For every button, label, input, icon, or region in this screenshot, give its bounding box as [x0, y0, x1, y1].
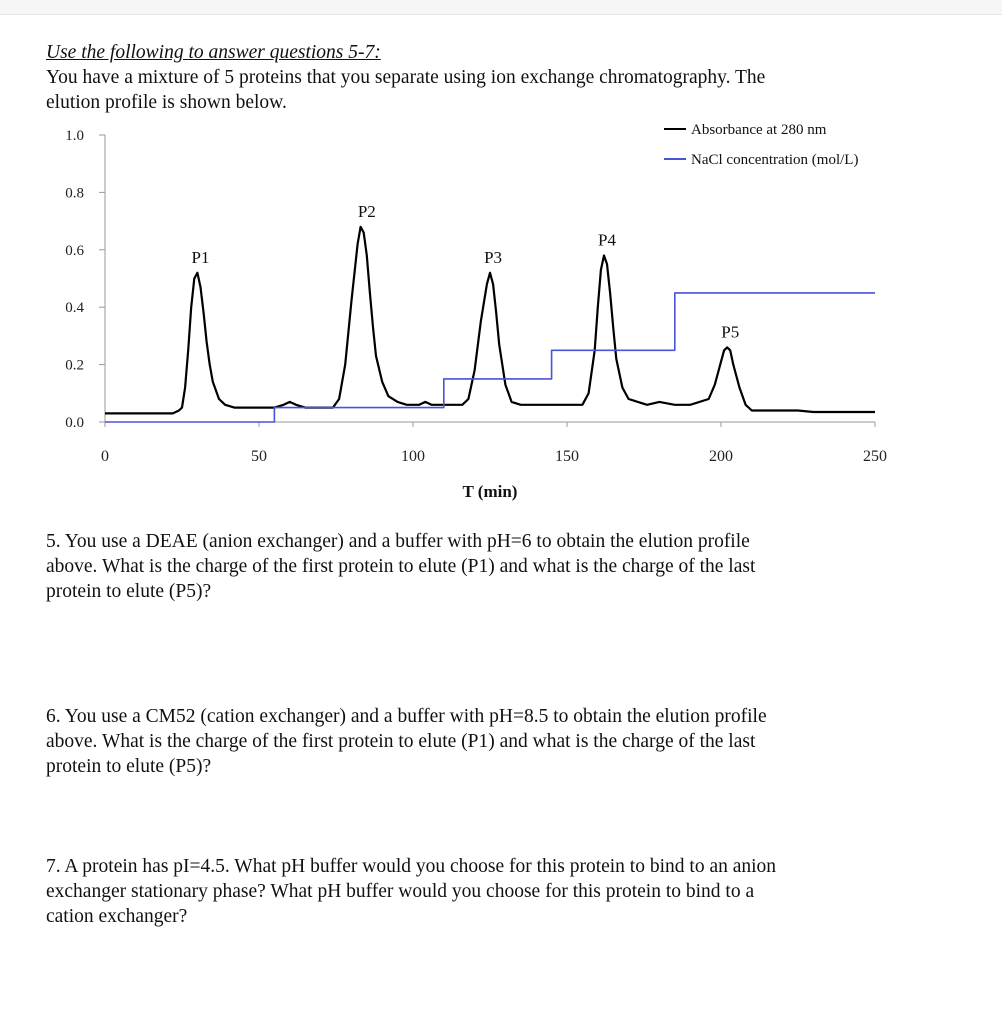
peak-label-p5: P5: [721, 322, 740, 342]
question-6-line-1: 6. You use a CM52 (cation exchanger) and a buffer with pH=8.5 to obtain the elution profile: [46, 706, 767, 727]
question-6-line-2: above. What is the charge of the first protein to elute (P1) and what is the charge of the last: [46, 731, 756, 752]
y-tick-label: 0.2: [65, 357, 84, 374]
legend-label-1: Absorbance at 280 nm: [691, 122, 827, 138]
x-tick-label: 100: [401, 448, 425, 465]
question-7: [46, 854, 776, 929]
y-tick-label: 0.8: [65, 185, 84, 202]
question-5-line-1: 5. You use a DEAE (anion exchanger) and a buffer with pH=6 to obtain the elution profile: [46, 531, 750, 552]
question-6: [46, 704, 767, 779]
y-tick-label: 0.4: [65, 300, 84, 317]
x-tick-label: 250: [863, 448, 887, 465]
intro-line-2: elution profile is shown below.: [46, 92, 287, 113]
question-5-line-2: above. What is the charge of the first protein to elute (P1) and what is the charge of the last: [46, 556, 756, 577]
intro-heading: Use the following to answer questions 5-7:: [46, 42, 381, 63]
x-tick-label: 150: [555, 448, 579, 465]
peak-label-p4: P4: [598, 230, 617, 250]
y-tick-label: 0.0: [65, 415, 84, 431]
question-7-line-2: exchanger stationary phase? What pH buffer would you choose for this protein to bind to a: [46, 881, 755, 902]
x-tick-label: 200: [709, 448, 733, 465]
peak-label-p1: P1: [191, 247, 210, 267]
question-5: [46, 529, 755, 604]
y-tick-label: 0.6: [65, 242, 84, 259]
y-tick-label: 1.0: [65, 128, 84, 144]
question-5-line-3: protein to elute (P5)?: [46, 581, 212, 602]
nacl-series-line: [105, 293, 875, 422]
x-tick-label: 0: [101, 448, 109, 465]
x-tick-label: 50: [251, 448, 267, 465]
peak-label-p2: P2: [357, 201, 376, 221]
question-6-line-3: protein to elute (P5)?: [46, 756, 212, 777]
peak-label-p3: P3: [484, 247, 503, 267]
x-axis-title: T (min): [462, 482, 518, 501]
intro-line-1: You have a mixture of 5 proteins that you separate using ion exchange chromatography. The: [46, 67, 766, 88]
question-7-line-1: 7. A protein has pI=4.5. What pH buffer would you choose for this protein to bind to an anion: [46, 856, 777, 877]
question-7-line-3: cation exchanger?: [46, 906, 188, 927]
legend-label-2: NaCl concentration (mol/L): [691, 152, 859, 168]
